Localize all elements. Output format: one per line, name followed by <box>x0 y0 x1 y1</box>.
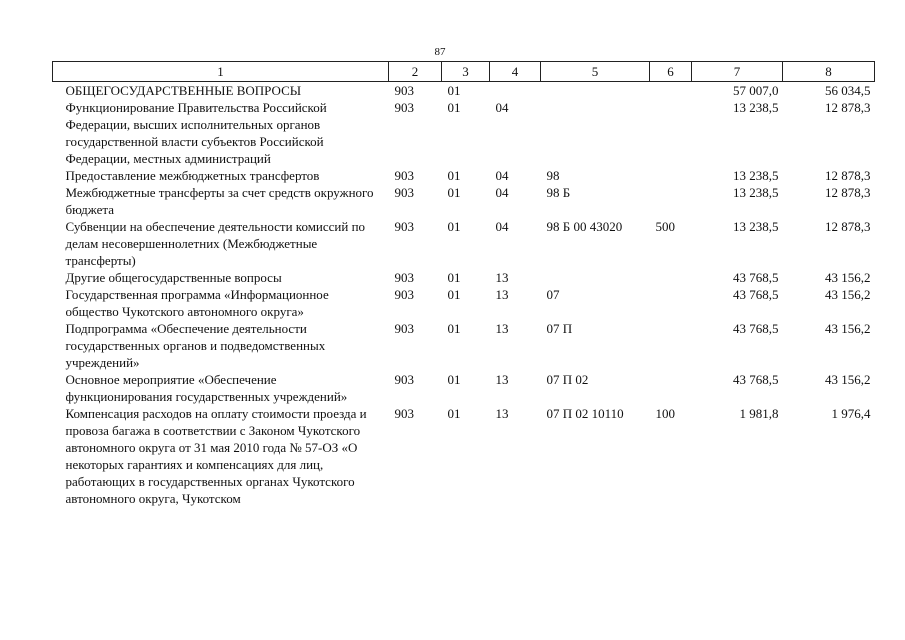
row-amount-7: 13 238,5 <box>733 185 779 200</box>
row-amount-7: 43 768,5 <box>733 372 779 387</box>
row-code-6 <box>650 269 692 286</box>
row-code-2: 903 <box>394 372 414 387</box>
table-row <box>53 371 875 405</box>
row-code-5: 07 П 02 <box>546 372 589 387</box>
row-amount-7: 1 981,8 <box>739 406 779 421</box>
row-code-3: 01 <box>447 406 461 421</box>
row-code-2: 903 <box>394 270 414 285</box>
column-number-header <box>53 62 875 82</box>
row-code-6 <box>650 371 692 405</box>
row-code-3: 01 <box>447 185 461 200</box>
row-amount-7: 43 768,5 <box>733 287 779 302</box>
row-code-5 <box>541 269 650 286</box>
table-row <box>53 82 875 100</box>
row-code-2: 903 <box>394 321 414 336</box>
row-name: Подпрограмма «Обеспечение деятельности государственных органов и подведомственных учреждений» <box>65 321 326 370</box>
row-code-4: 04 <box>495 100 509 115</box>
row-amount-7: 13 238,5 <box>733 168 779 183</box>
row-code-5: 98 <box>546 168 560 183</box>
row-code-4: 13 <box>495 406 509 421</box>
row-amount-8: 12 878,3 <box>825 168 871 183</box>
row-amount-7: 13 238,5 <box>733 100 779 115</box>
row-code-4: 13 <box>495 270 509 285</box>
row-code-5 <box>541 82 650 100</box>
row-code-3: 01 <box>447 168 461 183</box>
header-col-1: 1 <box>53 62 389 82</box>
row-code-3: 01 <box>447 100 461 115</box>
row-code-3: 01 <box>447 270 461 285</box>
row-amount-8: 43 156,2 <box>825 287 871 302</box>
row-code-3: 01 <box>447 287 461 302</box>
page-number: 87 <box>434 46 446 58</box>
row-amount-8: 12 878,3 <box>825 185 871 200</box>
row-amount-8: 1 976,4 <box>831 406 871 421</box>
row-code-6 <box>650 167 692 184</box>
header-col-6: 6 <box>650 62 692 82</box>
row-amount-7: 13 238,5 <box>733 219 779 234</box>
row-code-4: 04 <box>495 219 509 234</box>
row-name: Основное мероприятие «Обеспечение функционирования государственных учреждений» <box>65 372 348 404</box>
row-code-5 <box>541 99 650 167</box>
row-code-5: 98 Б 00 43020 <box>546 219 623 234</box>
row-code-5: 07 <box>546 287 560 302</box>
table-row <box>53 405 875 507</box>
row-code-2: 903 <box>394 168 414 183</box>
row-code-6: 500 <box>655 219 675 234</box>
row-amount-8: 12 878,3 <box>825 100 871 115</box>
budget-table <box>52 61 875 507</box>
row-code-2: 903 <box>394 100 414 115</box>
row-code-6: 100 <box>655 406 675 421</box>
header-col-3: 3 <box>442 62 490 82</box>
row-code-3: 01 <box>447 372 461 387</box>
row-amount-8: 12 878,3 <box>825 219 871 234</box>
row-amount-7: 43 768,5 <box>733 321 779 336</box>
table-row <box>53 286 875 320</box>
row-code-4: 04 <box>495 185 509 200</box>
header-col-7: 7 <box>692 62 783 82</box>
row-amount-8: 43 156,2 <box>825 270 871 285</box>
row-code-3: 01 <box>447 219 461 234</box>
header-col-4: 4 <box>490 62 541 82</box>
row-code-2: 903 <box>394 185 414 200</box>
row-code-4: 04 <box>495 168 509 183</box>
row-name: Межбюджетные трансферты за счет средств окружного бюджета <box>65 185 374 217</box>
row-name: Другие общегосударственные вопросы <box>65 270 282 285</box>
row-amount-7: 57 007,0 <box>733 83 779 98</box>
row-amount-8: 43 156,2 <box>825 372 871 387</box>
table-row <box>53 167 875 184</box>
row-code-3: 01 <box>447 83 461 98</box>
header-col-8: 8 <box>783 62 875 82</box>
row-code-4: 13 <box>495 321 509 336</box>
row-code-6 <box>650 99 692 167</box>
row-code-5: 98 Б <box>546 185 571 200</box>
table-row <box>53 269 875 286</box>
header-col-2: 2 <box>389 62 442 82</box>
row-code-2: 903 <box>394 406 414 421</box>
row-code-6 <box>650 286 692 320</box>
table-row <box>53 99 875 167</box>
row-code-3: 01 <box>447 321 461 336</box>
row-name: Субвенции на обеспечение деятельности комиссий по делам несовершеннолетних (Межбюджетные трансферты) <box>65 219 366 268</box>
row-code-4 <box>490 82 541 100</box>
row-code-2: 903 <box>394 287 414 302</box>
row-name: Предоставление межбюджетных трансфертов <box>65 168 320 183</box>
row-amount-7: 43 768,5 <box>733 270 779 285</box>
row-name: Компенсация расходов на оплату стоимости проезда и провоза багажа в соответствии с Законом Чукотского автономного округа от 31 мая 2010 года № 57-ОЗ «О некоторых гарантиях и компенсациях для лиц, работающих в государственных органах Чукотского автономного округа, Чукотском <box>65 406 367 506</box>
row-amount-8: 56 034,5 <box>825 83 871 98</box>
row-name: Функционирование Правительства Российской Федерации, высших исполнительных органов государственной власти субъектов Российской Федерации, местных администраций <box>65 100 327 166</box>
row-code-5: 07 П <box>546 321 573 336</box>
table-row <box>53 218 875 269</box>
row-code-4: 13 <box>495 287 509 302</box>
row-code-5: 07 П 02 10110 <box>546 406 624 421</box>
row-code-2: 903 <box>394 83 414 98</box>
row-code-4: 13 <box>495 372 509 387</box>
row-name: Государственная программа «Информационное общество Чукотского автономного округа» <box>65 287 329 319</box>
header-col-5: 5 <box>541 62 650 82</box>
table-row <box>53 184 875 218</box>
table-row <box>53 320 875 371</box>
row-amount-8: 43 156,2 <box>825 321 871 336</box>
row-code-6 <box>650 82 692 100</box>
row-code-6 <box>650 184 692 218</box>
row-name: ОБЩЕГОСУДАРСТВЕННЫЕ ВОПРОСЫ <box>65 83 302 98</box>
row-code-2: 903 <box>394 219 414 234</box>
row-code-6 <box>650 320 692 371</box>
